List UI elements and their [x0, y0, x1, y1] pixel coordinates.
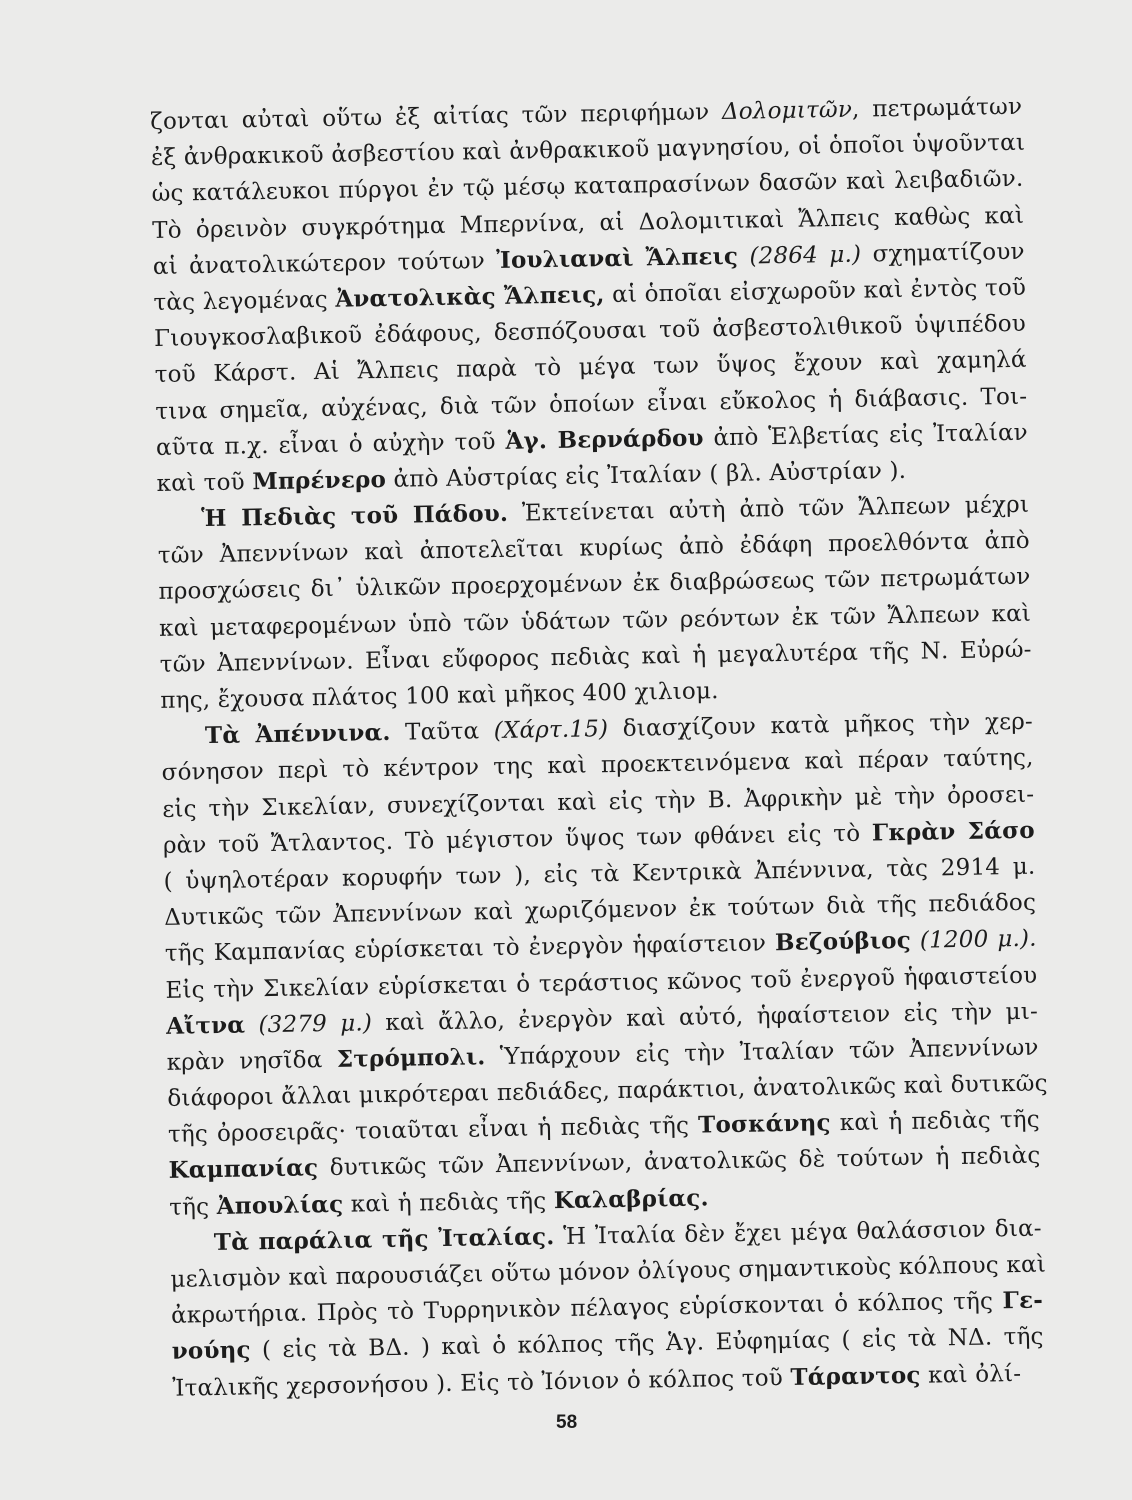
text-run: Ταῦτα — [390, 718, 494, 747]
bold-term: Τὰ παράλια τῆς Ἰταλίας. — [213, 1222, 555, 1256]
bold-term: Ἁγ. Βερνάρδου — [505, 424, 704, 455]
text-run: τῆς — [169, 1193, 217, 1221]
text-run: ἀπὸ Αὐστρίας εἰς Ἰταλίαν ( βλ. Αὐστρίαν ). — [385, 457, 907, 493]
text-run: σχηματίζουν — [860, 238, 1025, 268]
bold-term: Τάραντος — [790, 1361, 921, 1391]
text-run: διασχίζουν κατὰ μῆκος τὴν χερ- — [608, 708, 1034, 743]
bold-term: Ἰουλιαναὶ Ἄλπεις — [496, 242, 739, 274]
text-run — [738, 243, 750, 269]
text-run: τῶν Ἀπεννίνων. Εἶναι εὔφορος πεδιὰς καὶ ἡ μεγαλυτέρα τῆς Ν. Εὐρώ- — [159, 636, 1032, 678]
italic-term: (1200 μ.). — [919, 925, 1037, 955]
text-run: καὶ τοῦ — [156, 469, 253, 497]
text-run: τῆς ὀροσειρᾶς· τοιαῦται εἶναι ἡ πεδιὰς τῆς — [167, 1112, 699, 1149]
bold-term: Γε- — [1002, 1286, 1044, 1315]
text-run: εἰς τὴν Σικελίαν, συνεχίζονται καὶ εἰς τὴν Β. Ἀφρικὴν μὲ τὴν ὀροσει- — [162, 781, 1035, 823]
text-run: Εἰς τὴν Σικελίαν εὑρίσκεται ὁ τεράστιος κῶνος τοῦ ἐνεργοῦ ἡφαιστείου — [165, 962, 1038, 1004]
text-run: σόνησον περὶ τὸ κέντρον της καὶ προεκτεινόμενα καὶ πέραν ταύτης, — [161, 745, 1034, 787]
text-run: Δυτικῶς τῶν Ἀπεννίνων καὶ χωριζόμενον ἐκ τούτων διὰ τῆς πεδιάδος — [163, 889, 1037, 931]
text-run — [245, 1012, 259, 1038]
text-run: ( εἰς τὰ ΒΔ. ) καὶ ὁ κόλπος τῆς Ἁγ. Εὐφημίας ( εἰς τὰ ΝΔ. τῆς — [250, 1323, 1044, 1364]
text-run: τὰς λεγομένας — [153, 286, 336, 316]
text-run: ρὰν τοῦ Ἄτλαντος. Τὸ μέγιστον ὕψος των φθάνει εἰς τὸ — [162, 820, 873, 859]
bold-term: Μπρένερο — [252, 465, 387, 496]
text-run: τῆς Καμπανίας εὑρίσκεται τὸ ἐνεργὸν ἡφαίστειον — [164, 930, 776, 968]
text-run: Τὸ ὀρεινὸν συγκρότημα Μπερνίνα, αἱ Δολομιτικαὶ Ἄλπεις καθὼς καὶ — [151, 202, 1025, 244]
text-run: τῶν Ἀπεννίνων καὶ ἀποτελεῖται κυρίως ἀπὸ ἐδάφη προελθόντα ἀπὸ — [157, 527, 1030, 570]
text-run: μελισμὸν καὶ παρουσιάζει οὕτω μόνον ὀλίγους σημαντικοὺς κόλπους καὶ — [170, 1251, 1047, 1293]
page-number: 58 — [556, 1412, 578, 1433]
text-run: αἱ ἀνατολικώτερον τούτων — [152, 247, 497, 280]
text-run: καὶ ἡ πεδιὰς τῆς — [343, 1187, 555, 1218]
body-text — [150, 89, 1048, 1407]
bold-term: Ἀπουλίας — [216, 1190, 344, 1220]
bold-term: Καλαβρίας. — [553, 1184, 709, 1214]
bold-term: Βεζούβιος — [774, 927, 912, 957]
text-run: ( ὑψηλοτέραν κορυφήν των ), εἰς τὰ Κεντρικὰ Ἀπέννινα, τὰς 2914 μ. — [163, 853, 1036, 895]
text-run: ἐξ ἀνθρακικοῦ ἀσβεστίου καὶ ἀνθρακικοῦ μαγνησίου, οἱ ὁποῖοι ὑψοῦνται — [150, 129, 1026, 172]
text-run: Γιουγκοσλαβικοῦ ἐδάφους, δεσπόζουσαι τοῦ ἀσβεστολιθικοῦ ὑψιπέδου — [153, 310, 1027, 353]
text-run: προσχώσεις δι᾽ ὑλικῶν προερχομένων ἐκ διαβρώσεως τῶν πετρωμάτων — [158, 564, 1031, 606]
bold-term: Γκρὰν Σάσο — [871, 816, 1036, 847]
text-run: αῦτα π.χ. εἶναι ὁ αὐχὴν τοῦ — [155, 428, 506, 461]
bold-term: Καμπανίας — [168, 1154, 319, 1185]
italic-term: Δολομιτῶν — [721, 96, 853, 126]
bold-term: Ἀνατολικὰς Ἄλπεις, — [335, 281, 605, 313]
text-run: τοῦ Κάρστ. Αἱ Ἄλπεις παρὰ τὸ μέγα των ὕψος ἔχουν καὶ χαμηλά — [154, 347, 1027, 389]
text-run: Ἰταλικῆς χερσονήσου ). Εἰς τὸ Ἰόνιον ὁ κόλπος τοῦ — [172, 1364, 791, 1402]
text-run: καὶ μεταφερομένων ὑπὸ τῶν ὑδάτων τῶν ρεόντων ἐκ τῶν Ἄλπεων καὶ — [158, 600, 1032, 642]
bold-term: Αἴτνα — [165, 1011, 246, 1040]
text-run: καὶ ὀλί- — [920, 1360, 1022, 1389]
text-run: Ἐκτείνεται αὐτὴ ἀπὸ τῶν Ἄλπεων μέχρι — [507, 491, 1030, 527]
text-run: τινα σημεῖα, αὐχένας, διὰ τῶν ὁποίων εἶναι εὔκολος ἡ διάβασις. Τοι- — [155, 383, 1028, 425]
bold-term: Τὰ Ἀπέννινα. — [204, 719, 391, 750]
text-run: ζονται αὐταὶ οὕτω ἐξ αἰτίας τῶν περιφήμων — [150, 99, 723, 135]
text-run: καὶ ἄλλο, ἐνεργὸν καὶ αὐτό, ἡφαίστειον εἰς τὴν μι- — [371, 998, 1039, 1036]
text-run: ἀπὸ Ἑλβετίας εἰς Ἰταλίαν — [703, 419, 1029, 452]
text-run: αἱ ὁποῖαι εἰσχωροῦν καὶ ἐντὸς τοῦ — [604, 274, 1027, 309]
text-run: κρὰν νησῖδα — [166, 1046, 338, 1076]
italic-term: (3279 μ.) — [258, 1009, 373, 1038]
text-run: Ὑπάρχουν εἰς τὴν Ἰταλίαν τῶν Ἀπεννίνων — [485, 1034, 1039, 1071]
text-run: ὡς κατάλευκοι πύργοι ἐν τῷ μέσῳ καταπρασίνων δασῶν καὶ λειβαδιῶν. — [151, 166, 1024, 208]
bold-term: νούης — [171, 1336, 251, 1366]
italic-term: (Χάρτ.15) — [493, 716, 609, 745]
text-run: πης, ἔχουσα πλάτος 100 καὶ μῆκος 400 χιλιομ. — [160, 678, 719, 714]
italic-term: (2864 μ.) — [749, 241, 862, 270]
bold-term: Ἡ Πεδιὰς τοῦ Πάδου. — [201, 499, 509, 533]
bold-term: Τοσκάνης — [697, 1109, 831, 1139]
text-run: καὶ ἡ πεδιὰς τῆς — [830, 1106, 1041, 1137]
text-run: ἀκρωτήρια. Πρὸς τὸ Τυρρηνικὸν πέλαγος εὑρίσκονται ὁ κόλπος τῆς — [170, 1288, 1003, 1330]
text-run: δυτικῶς τῶν Ἀπεννίνων, ἀνατολικῶς δὲ τούτων ἡ πεδιὰς — [318, 1143, 1041, 1182]
bold-term: Στρόμπολι. — [336, 1043, 486, 1073]
text-run: διάφοροι ἄλλαι μικρότεραι πεδιάδες, παράκτιοι, ἀνατολικῶς καὶ δυτικῶς — [167, 1070, 1048, 1112]
text-run: , πετρωμάτων — [851, 93, 1023, 123]
text-run: Ἡ Ἰταλία δὲν ἔχει μέγα θαλάσσιον δια- — [554, 1215, 1042, 1250]
